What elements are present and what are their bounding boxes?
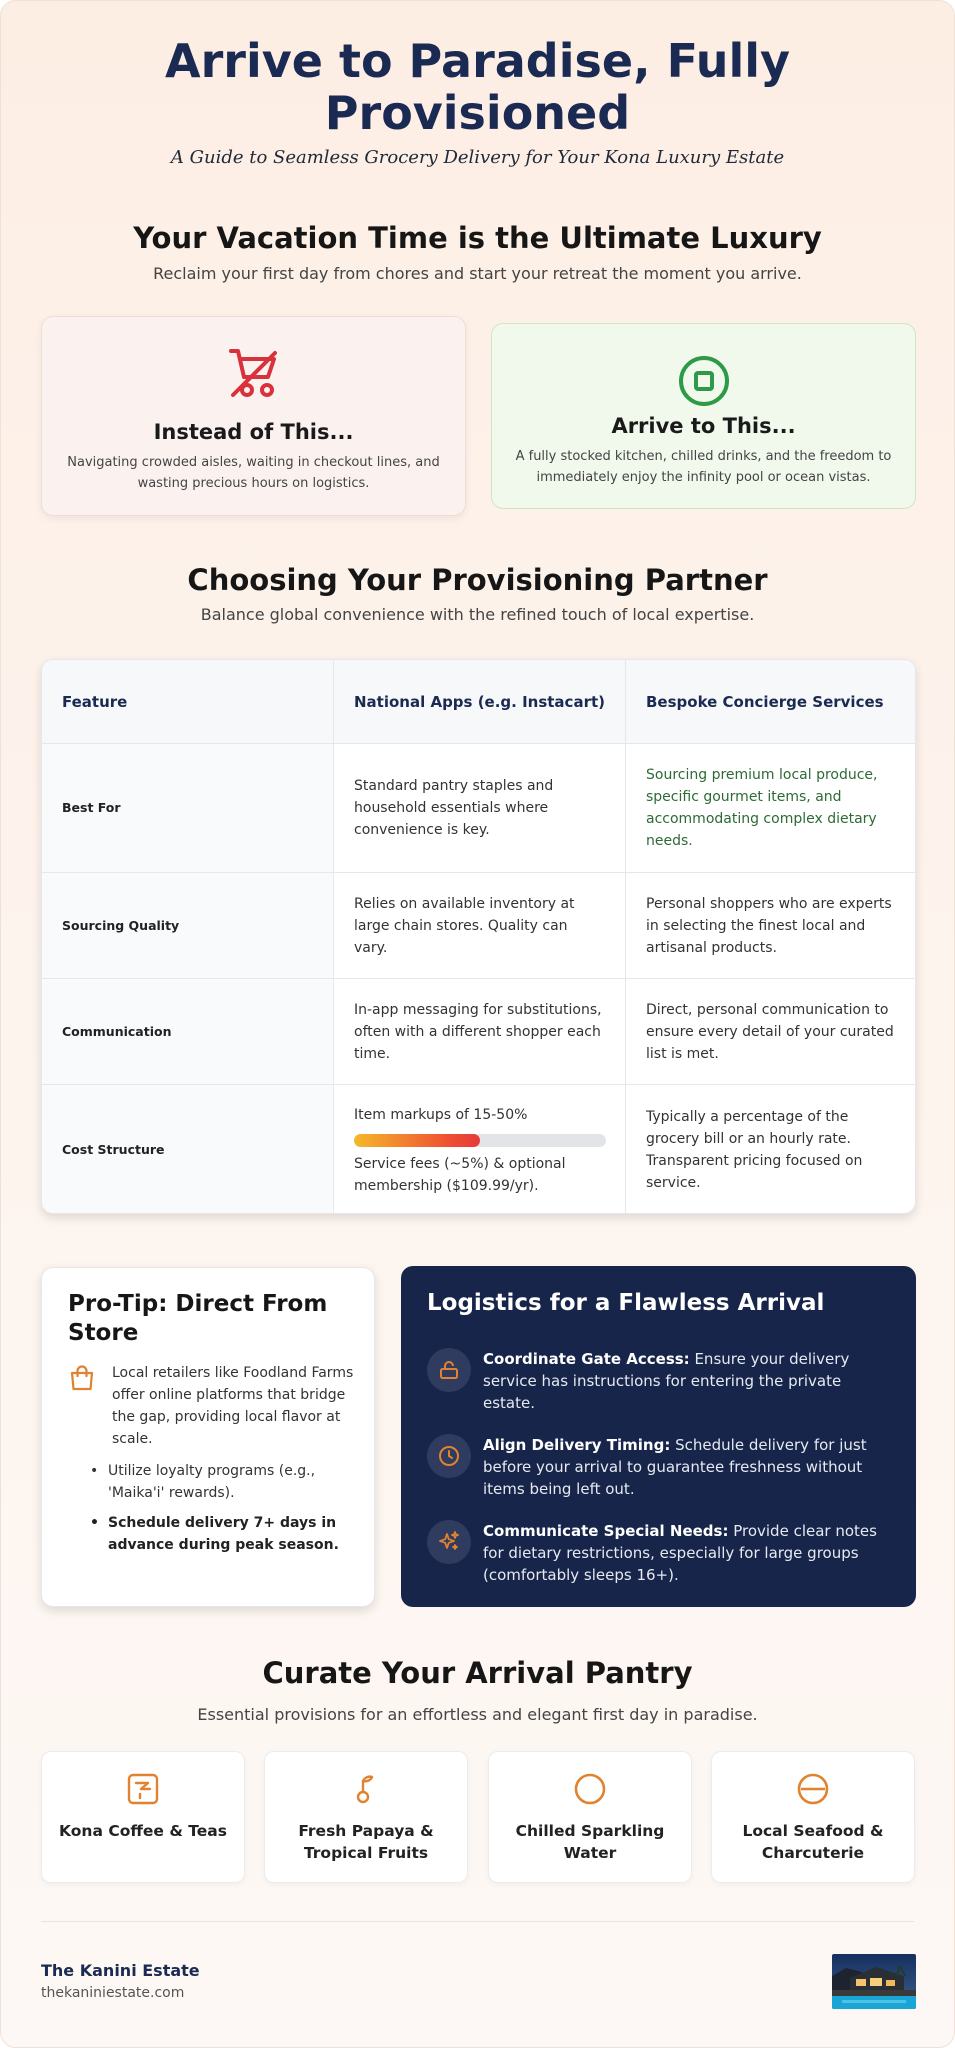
page-title: Arrive to Paradise, Fully Provisioned xyxy=(165,34,790,140)
fruit-icon xyxy=(349,1772,383,1806)
list-item: • Schedule delivery 7+ days in advance during peak season. xyxy=(86,1512,371,1556)
table-header-cell: National Apps (e.g. Instacart) xyxy=(333,660,625,743)
markup-bar-fill xyxy=(354,1134,480,1147)
instead-text: Navigating crowded aisles, waiting in checkout lines, and wasting precious hours on logistics. xyxy=(67,455,440,491)
table-cell-feature: Communication xyxy=(42,979,333,1084)
circle-icon xyxy=(573,1772,607,1806)
luxury-heading: Your Vacation Time is the Ultimate Luxury xyxy=(133,221,822,255)
shopping-bag-icon xyxy=(68,1364,96,1392)
comparison-table xyxy=(41,659,916,1214)
partner-heading: Choosing Your Provisioning Partner xyxy=(187,563,768,597)
logistics-card xyxy=(401,1266,916,1607)
logistics-title: Logistics for a Flawless Arrival xyxy=(427,1290,825,1316)
sparkles-icon xyxy=(437,1530,461,1554)
instead-card xyxy=(41,316,466,516)
pantry-item xyxy=(711,1751,915,1883)
service-fee-text: Service fees (~5%) & optional membership ($109.99/yr). xyxy=(354,1155,566,1194)
footer-divider xyxy=(41,1921,914,1922)
pantry-item-label: Fresh Papaya & Tropical Fruits xyxy=(298,1822,434,1862)
table-row xyxy=(42,744,916,873)
table-cell-feature: Best For xyxy=(42,744,333,872)
partner-lead: Balance global convenience with the refined touch of local expertise. xyxy=(200,605,755,624)
luxury-lead: Reclaim your first day from chores and start your retreat the moment you arrive. xyxy=(153,264,802,283)
pantry-heading: Curate Your Arrival Pantry xyxy=(262,1656,693,1690)
table-cell-national: In-app messaging for substitutions, often with a different shopper each time. xyxy=(333,979,625,1084)
clock-icon xyxy=(437,1444,461,1468)
crossed-out-cart-icon xyxy=(225,345,283,403)
table-cell-concierge: Direct, personal communication to ensure every detail of your curated list is met. xyxy=(625,979,916,1084)
table-header-cell: Feature xyxy=(42,660,333,743)
pantry-item xyxy=(264,1751,468,1883)
logistics-item-label: Align Delivery Timing: xyxy=(483,1436,671,1454)
table-cell-feature: Sourcing Quality xyxy=(42,873,333,978)
pantry-item xyxy=(488,1751,692,1883)
table-cell-national: Relies on available inventory at large chain stores. Quality can vary. xyxy=(333,873,625,978)
footer-url[interactable]: thekaniniestate.com xyxy=(41,1985,185,2001)
logistics-item-label: Communicate Special Needs: xyxy=(483,1522,729,1540)
table-header-row xyxy=(42,660,916,744)
arrive-text: A fully stocked kitchen, chilled drinks, and the freedom to immediately enjoy the infinity pool or ocean vistas. xyxy=(515,449,892,485)
table-row xyxy=(42,979,916,1085)
stop-circle-icon xyxy=(677,354,731,408)
list-item: • Utilize loyalty programs (e.g., 'Maika'i' rewards). xyxy=(86,1460,371,1504)
arrive-card xyxy=(491,323,916,509)
page-subtitle: A Guide to Seamless Grocery Delivery for Your Kona Luxury Estate xyxy=(170,147,785,168)
pantry-item xyxy=(41,1751,245,1883)
table-cell-concierge: Personal shoppers who are experts in selecting the finest local and artisanal products. xyxy=(625,873,916,978)
table-cell-feature: Cost Structure xyxy=(42,1085,333,1214)
pro-tip-text: Local retailers like Foodland Farms offer online platforms that bridge the gap, providing local flavor at scale. xyxy=(112,1365,354,1447)
table-cell-concierge: Typically a percentage of the grocery bill or an hourly rate. Transparent pricing focused on service. xyxy=(625,1085,916,1214)
pro-tip-list xyxy=(86,1460,371,1556)
table-header-cell: Bespoke Concierge Services xyxy=(625,660,916,743)
logistics-item-label: Coordinate Gate Access: xyxy=(483,1350,690,1368)
logistics-item-text: Provide clear notes for dietary restrictions, especially for large groups (comfortably sleeps 16+). xyxy=(483,1522,877,1584)
estate-photo xyxy=(832,1954,916,2009)
coffee-box-icon xyxy=(126,1772,160,1806)
table-row xyxy=(42,873,916,979)
footer-brand-name: The Kanini Estate xyxy=(41,1961,200,1980)
logistics-item-text: Ensure your delivery service has instructions for entering the private estate. xyxy=(483,1350,850,1412)
markup-label: Item markups of 15-50% xyxy=(354,1106,528,1123)
table-cell-national: Standard pantry staples and household essentials where convenience is key. xyxy=(333,744,625,872)
pantry-lead: Essential provisions for an effortless and elegant first day in paradise. xyxy=(197,1705,758,1724)
table-cell-national xyxy=(333,1085,625,1214)
table-cell-concierge: Sourcing premium local produce, specific gourmet items, and accommodating complex dietary needs. xyxy=(625,744,916,872)
pro-tip-card xyxy=(41,1267,375,1607)
lock-icon xyxy=(437,1358,461,1382)
pantry-item-label: Kona Coffee & Teas xyxy=(59,1822,227,1840)
arrive-title: Arrive to This... xyxy=(611,414,796,438)
instead-title: Instead of This... xyxy=(153,420,354,444)
pro-tip-title: Pro-Tip: Direct From Store xyxy=(68,1291,328,1346)
minus-circle-icon xyxy=(796,1772,830,1806)
logistics-item-text: Schedule delivery for just before your arrival to guarantee freshness without items being left out. xyxy=(483,1436,867,1498)
table-row xyxy=(42,1085,916,1214)
pantry-item-label: Chilled Sparkling Water xyxy=(515,1822,665,1862)
pantry-item-label: Local Seafood & Charcuterie xyxy=(742,1822,884,1862)
markup-bar xyxy=(354,1134,606,1147)
